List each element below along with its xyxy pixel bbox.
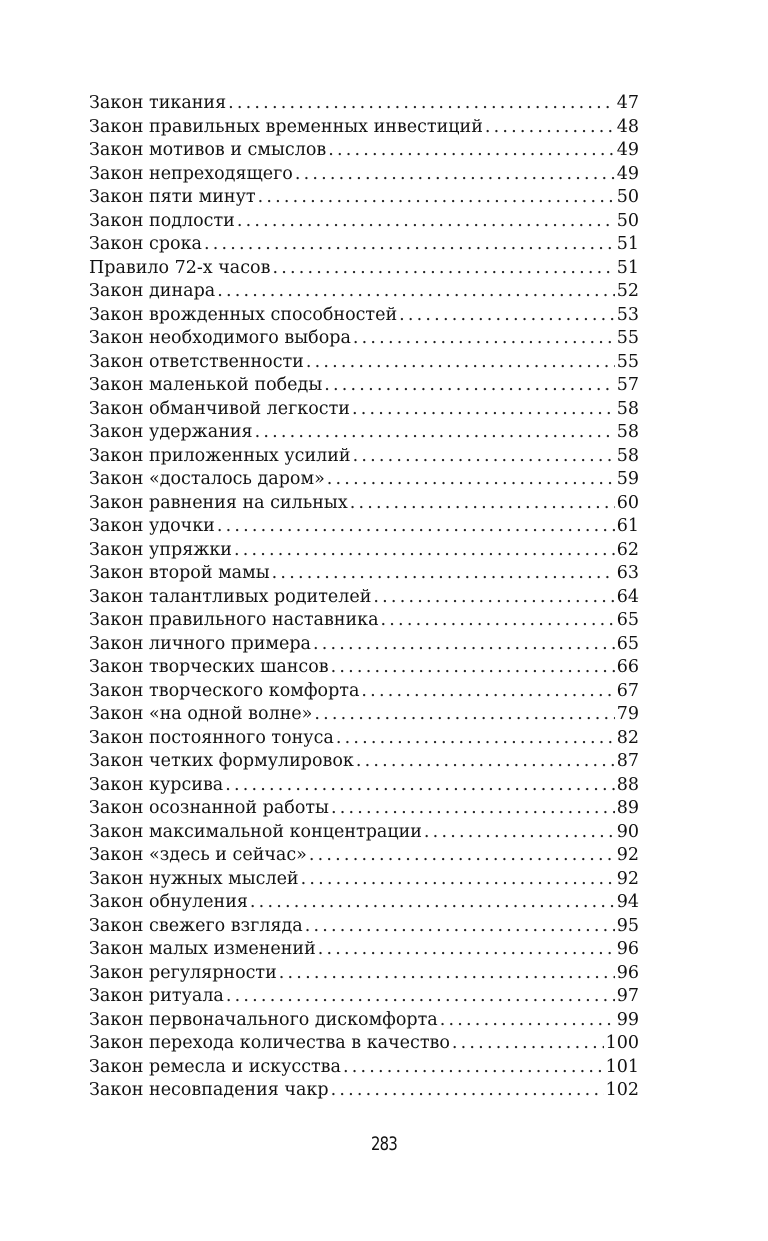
toc-dot-leader xyxy=(228,92,615,116)
toc-entry xyxy=(89,233,639,257)
toc-dot-leader xyxy=(217,280,615,304)
toc-entry xyxy=(89,1056,639,1080)
toc-entry xyxy=(89,492,639,516)
toc-entry-title: Закон второй мамы xyxy=(89,563,270,583)
toc-entry-page: 89 xyxy=(616,798,639,818)
toc-dot-leader xyxy=(305,915,615,939)
toc-entry-page: 90 xyxy=(616,821,639,842)
toc-entry-page: 101 xyxy=(605,1056,639,1077)
toc-entry-page: 58 xyxy=(616,398,639,419)
toc-entry xyxy=(89,280,639,304)
toc-entry-page: 58 xyxy=(616,422,639,442)
toc-dot-leader xyxy=(295,163,615,187)
toc-entry xyxy=(89,304,639,328)
toc-entry-title: Закон малых изменений xyxy=(89,939,316,959)
toc-entry-page: 88 xyxy=(616,774,639,795)
toc-entry-title: Закон тикания xyxy=(89,93,227,113)
toc-entry-title: Закон правильного наставника xyxy=(89,610,379,630)
toc-entry-title: Закон правильных временных инвестиций xyxy=(89,116,483,137)
toc-entry xyxy=(89,609,639,633)
toc-entry-title: Закон четких формулировок xyxy=(89,751,354,771)
toc-entry-page: 100 xyxy=(605,1033,639,1053)
toc-entry xyxy=(89,844,639,868)
toc-entry-page: 66 xyxy=(616,657,639,677)
toc-dot-leader xyxy=(324,374,614,398)
toc-entry-title: Закон ремесла и искусства xyxy=(89,1056,341,1077)
toc-entry xyxy=(89,468,639,492)
toc-entry xyxy=(89,163,639,187)
toc-entry-title: Закон приложенных усилий xyxy=(89,445,351,466)
toc-entry xyxy=(89,821,639,845)
toc-dot-leader xyxy=(361,680,614,704)
toc-dot-leader xyxy=(279,962,615,986)
toc-entry-page: 50 xyxy=(616,210,639,231)
page-number: 283 xyxy=(371,1133,397,1155)
toc-entry-title: Закон личного примера xyxy=(89,633,311,654)
toc-entry-title: Правило 72-х часов xyxy=(89,257,271,278)
toc-entry-page: 96 xyxy=(616,962,639,983)
toc-entry xyxy=(89,985,639,1009)
toc-entry-page: 95 xyxy=(616,915,639,936)
toc-dot-leader xyxy=(272,257,614,281)
toc-entry-title: Закон удержания xyxy=(89,422,253,442)
toc-dot-leader xyxy=(381,609,615,633)
toc-dot-leader xyxy=(225,774,614,798)
toc-dot-leader xyxy=(258,186,615,210)
toc-entry xyxy=(89,398,639,422)
toc-entry xyxy=(89,797,639,821)
toc-dot-leader xyxy=(356,750,615,774)
toc-entry-title: Закон «на одной волне» xyxy=(89,704,313,724)
toc-entry xyxy=(89,421,639,445)
toc-entry xyxy=(89,727,639,751)
toc-entry xyxy=(89,1009,639,1033)
toc-dot-leader xyxy=(331,797,615,821)
toc-dot-leader xyxy=(314,703,614,727)
toc-entry xyxy=(89,374,639,398)
toc-entry-title: Закон творческого комфорта xyxy=(89,680,360,701)
toc-entry-page: 102 xyxy=(605,1080,639,1100)
toc-dot-leader xyxy=(306,351,615,375)
toc-entry-title: Закон курсива xyxy=(89,774,224,795)
toc-entry-page: 55 xyxy=(616,328,639,348)
toc-dot-leader xyxy=(328,139,615,163)
toc-entry-title: Закон регулярности xyxy=(89,962,277,983)
table-of-contents xyxy=(89,92,639,1103)
toc-entry-page: 55 xyxy=(616,351,639,372)
toc-entry xyxy=(89,539,639,563)
toc-dot-leader xyxy=(327,468,615,492)
toc-entry-page: 65 xyxy=(616,610,639,630)
toc-entry-title: Закон нужных мыслей xyxy=(89,868,299,889)
toc-entry-title: Закон постоянного тонуса xyxy=(89,727,334,748)
toc-entry-page: 59 xyxy=(616,469,639,489)
toc-entry xyxy=(89,515,639,539)
toc-entry-page: 97 xyxy=(616,986,639,1006)
toc-entry-title: Закон удочки xyxy=(89,516,215,536)
toc-dot-leader xyxy=(318,938,615,962)
toc-dot-leader xyxy=(452,1032,604,1056)
toc-entry xyxy=(89,1032,639,1056)
toc-dot-leader xyxy=(301,868,615,892)
toc-entry-title: Закон «здесь и сейчас» xyxy=(89,845,307,865)
toc-entry xyxy=(89,257,639,281)
toc-entry xyxy=(89,633,639,657)
toc-entry-title: Закон врожденных способностей xyxy=(89,304,398,325)
toc-dot-leader xyxy=(350,492,615,516)
toc-entry-title: Закон маленькой победы xyxy=(89,375,323,395)
toc-entry-title: Закон максимальной концентрации xyxy=(89,821,422,842)
toc-entry-page: 63 xyxy=(616,563,639,583)
toc-dot-leader xyxy=(204,233,615,257)
toc-entry xyxy=(89,327,639,351)
toc-entry-page: 51 xyxy=(616,234,639,254)
toc-entry xyxy=(89,703,639,727)
toc-entry-title: Закон творческих шансов xyxy=(89,657,329,677)
toc-entry xyxy=(89,351,639,375)
toc-entry-title: Закон подлости xyxy=(89,210,235,231)
toc-entry xyxy=(89,680,639,704)
toc-entry xyxy=(89,562,639,586)
toc-dot-leader xyxy=(237,210,615,234)
toc-entry xyxy=(89,938,639,962)
toc-entry xyxy=(89,962,639,986)
toc-entry-title: Закон необходимого выбора xyxy=(89,328,351,348)
toc-entry-title: Закон свежего взгляда xyxy=(89,915,303,936)
toc-entry-page: 65 xyxy=(616,633,639,654)
toc-dot-leader xyxy=(485,116,615,140)
toc-entry-title: Закон упряжки xyxy=(89,539,232,560)
toc-entry-page: 92 xyxy=(616,868,639,889)
toc-entry-title: Закон непреходящего xyxy=(89,163,293,184)
toc-entry-title: Закон обманчивой легкости xyxy=(89,398,350,419)
toc-dot-leader xyxy=(424,821,615,845)
toc-entry-page: 96 xyxy=(616,939,639,959)
toc-dot-leader xyxy=(272,562,615,586)
toc-entry-title: Закон мотивов и смыслов xyxy=(89,140,327,160)
toc-entry-page: 64 xyxy=(616,586,639,607)
toc-entry-page: 57 xyxy=(616,375,639,395)
toc-entry xyxy=(89,868,639,892)
toc-dot-leader xyxy=(373,586,614,610)
toc-entry-title: Закон ответственности xyxy=(89,351,304,372)
toc-entry-title: Закон «досталось даром» xyxy=(89,469,325,489)
toc-entry xyxy=(89,774,639,798)
toc-dot-leader xyxy=(234,539,615,563)
toc-entry xyxy=(89,1079,639,1103)
toc-entry-page: 51 xyxy=(616,257,639,278)
toc-dot-leader xyxy=(255,421,615,445)
toc-entry-page: 92 xyxy=(616,845,639,865)
toc-entry xyxy=(89,915,639,939)
toc-entry xyxy=(89,92,639,116)
toc-entry-page: 60 xyxy=(616,492,639,513)
toc-entry-page: 62 xyxy=(616,539,639,560)
toc-dot-leader xyxy=(331,656,615,680)
toc-entry-title: Закон срока xyxy=(89,234,202,254)
toc-entry-page: 47 xyxy=(616,93,639,113)
toc-entry-title: Закон обнуления xyxy=(89,892,248,912)
toc-entry-page: 50 xyxy=(616,187,639,207)
toc-dot-leader xyxy=(309,844,615,868)
toc-entry xyxy=(89,116,639,140)
toc-entry-page: 48 xyxy=(616,116,639,137)
toc-entry-page: 58 xyxy=(616,445,639,466)
toc-dot-leader xyxy=(217,515,615,539)
toc-entry-title: Закон ритуала xyxy=(89,986,224,1006)
toc-dot-leader xyxy=(331,1079,604,1103)
toc-entry-title: Закон пяти минут xyxy=(89,187,256,207)
toc-entry xyxy=(89,139,639,163)
toc-dot-leader xyxy=(440,1009,615,1033)
toc-entry-page: 79 xyxy=(616,704,639,724)
toc-entry xyxy=(89,750,639,774)
toc-entry-title: Закон равнения на сильных xyxy=(89,492,348,513)
toc-entry xyxy=(89,891,639,915)
toc-entry xyxy=(89,445,639,469)
toc-dot-leader xyxy=(399,304,615,328)
toc-entry-page: 61 xyxy=(616,516,639,536)
toc-entry-page: 82 xyxy=(616,727,639,748)
toc-entry-page: 49 xyxy=(616,163,639,184)
toc-dot-leader xyxy=(250,891,615,915)
toc-entry-page: 99 xyxy=(616,1009,639,1030)
toc-entry-page: 52 xyxy=(616,281,639,301)
toc-entry-title: Закон несовпадения чакр xyxy=(89,1080,329,1100)
toc-dot-leader xyxy=(336,727,615,751)
toc-dot-leader xyxy=(226,985,615,1009)
toc-dot-leader xyxy=(353,327,615,351)
toc-entry-title: Закон перехода количества в качество xyxy=(89,1033,450,1053)
toc-entry xyxy=(89,186,639,210)
toc-entry-title: Закон первоначального дискомфорта xyxy=(89,1009,438,1030)
toc-entry xyxy=(89,586,639,610)
toc-entry-title: Закон динара xyxy=(89,281,216,301)
toc-entry-page: 94 xyxy=(616,892,639,912)
toc-dot-leader xyxy=(353,445,615,469)
toc-entry-title: Закон талантливых родителей xyxy=(89,586,372,607)
toc-entry-page: 49 xyxy=(616,140,639,160)
toc-entry xyxy=(89,210,639,234)
toc-entry-page: 67 xyxy=(616,680,639,701)
toc-entry-page: 53 xyxy=(616,304,639,325)
toc-dot-leader xyxy=(313,633,615,657)
toc-dot-leader xyxy=(352,398,615,422)
toc-entry-title: Закон осознанной работы xyxy=(89,798,329,818)
toc-entry xyxy=(89,656,639,680)
toc-entry-page: 87 xyxy=(616,751,639,771)
toc-dot-leader xyxy=(343,1056,604,1080)
